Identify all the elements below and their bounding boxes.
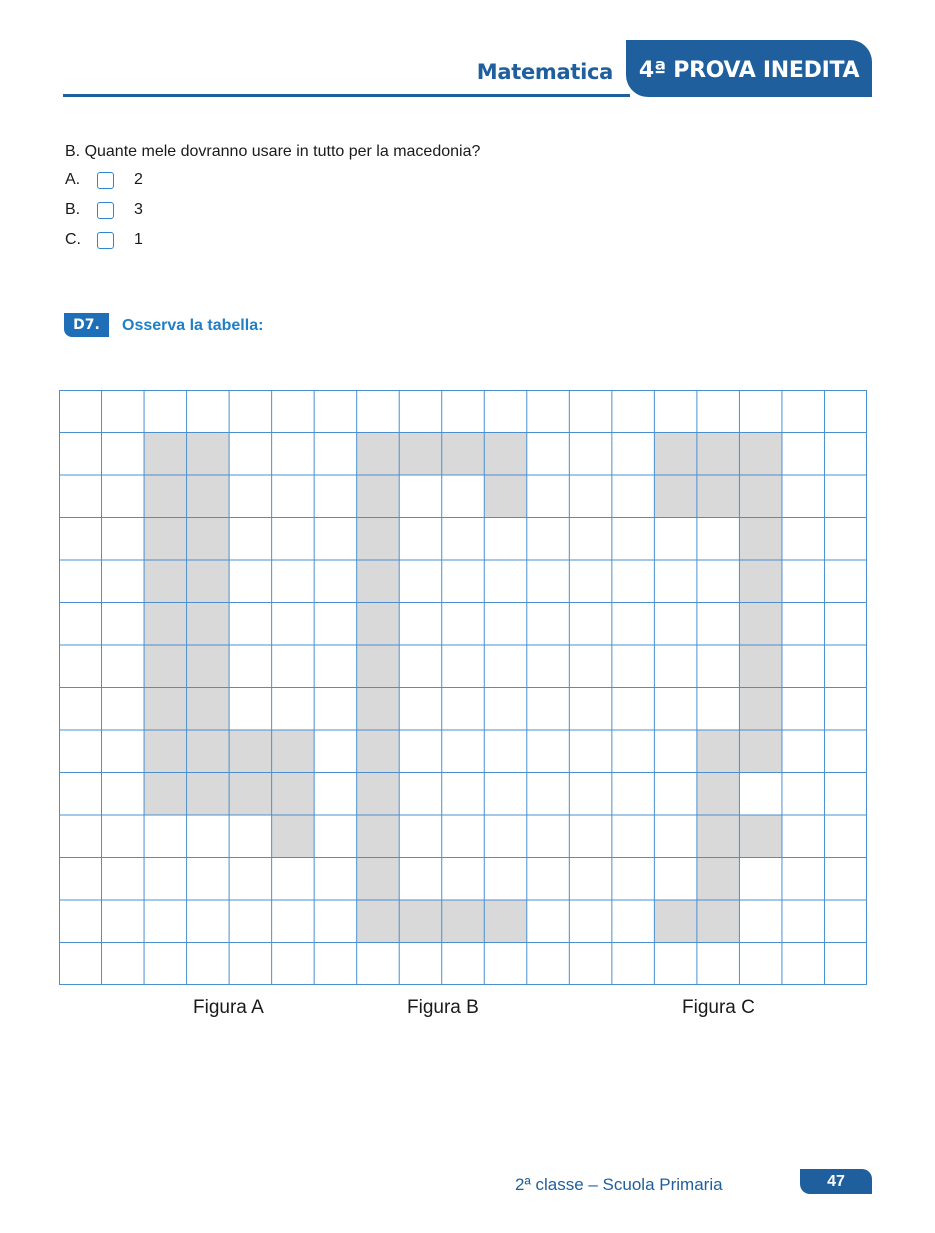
exercise-badge: D7. [64,313,109,337]
filled-cell [187,560,230,603]
option-value: 2 [134,171,143,188]
option-letter: C. [65,231,81,248]
filled-cell [187,645,230,688]
figure-a-label: Figura A [193,997,264,1018]
filled-cell [697,475,740,518]
filled-cell [357,773,400,816]
filled-cell [357,730,400,773]
option-checkbox[interactable] [97,202,114,219]
filled-cell [187,688,230,731]
filled-cell [357,645,400,688]
subject-title: Matematica [476,60,613,84]
filled-cell [357,858,400,901]
filled-cell [739,433,782,476]
filled-cell [654,900,697,943]
filled-cell [484,433,527,476]
page-number: 47 [800,1169,872,1194]
option-b[interactable] [65,201,143,219]
header-tab-label: 4ª PROVA INEDITA [638,58,860,83]
filled-cell [187,518,230,561]
figure-c-label: Figura C [682,997,755,1018]
filled-cell [144,730,187,773]
filled-cell [144,475,187,518]
filled-cell [697,815,740,858]
filled-cell [739,730,782,773]
filled-cell [272,815,315,858]
header-rule [63,94,630,97]
option-a[interactable] [65,171,143,189]
option-letter: A. [65,171,81,188]
filled-cell [739,475,782,518]
filled-cell [187,773,230,816]
filled-cell [272,773,315,816]
filled-cell [697,858,740,901]
filled-cell [144,518,187,561]
filled-cell [357,560,400,603]
option-value: 3 [134,201,143,218]
filled-cell [187,433,230,476]
figure-grid [59,390,867,985]
filled-cell [357,603,400,646]
option-checkbox[interactable] [97,232,114,249]
filled-cell [357,518,400,561]
filled-cell [442,900,485,943]
filled-cell [399,433,442,476]
filled-cell [697,900,740,943]
header-tab [626,40,872,97]
option-letter: B. [65,201,81,218]
filled-cell [484,475,527,518]
filled-cell [229,730,272,773]
filled-cell [144,433,187,476]
figure-b-label: Figura B [407,997,479,1018]
filled-cell [144,688,187,731]
filled-cell [739,645,782,688]
filled-cell [144,773,187,816]
filled-cell [654,433,697,476]
filled-cell [739,815,782,858]
filled-cell [399,900,442,943]
filled-cell [739,518,782,561]
filled-cell [654,475,697,518]
filled-cell [739,603,782,646]
filled-cell [272,730,315,773]
question-text: B. Quante mele dovranno usare in tutto per la macedonia? [65,143,481,160]
filled-cell [357,475,400,518]
filled-cell [697,433,740,476]
filled-cell [697,730,740,773]
option-c[interactable] [65,231,143,249]
filled-cell [144,560,187,603]
filled-cell [187,603,230,646]
filled-cell [144,603,187,646]
filled-cell [187,475,230,518]
filled-cell [187,730,230,773]
filled-cell [357,900,400,943]
filled-cell [357,688,400,731]
filled-cell [442,433,485,476]
filled-cell [697,773,740,816]
filled-cell [144,645,187,688]
option-value: 1 [134,231,143,248]
filled-cell [357,433,400,476]
exercise-title: Osserva la tabella: [122,317,264,334]
filled-cell [739,688,782,731]
filled-cell [229,773,272,816]
filled-cell [357,815,400,858]
filled-cell [739,560,782,603]
filled-cell [484,900,527,943]
footer-class-label: 2ª classe – Scuola Primaria [515,1175,723,1194]
option-checkbox[interactable] [97,172,114,189]
